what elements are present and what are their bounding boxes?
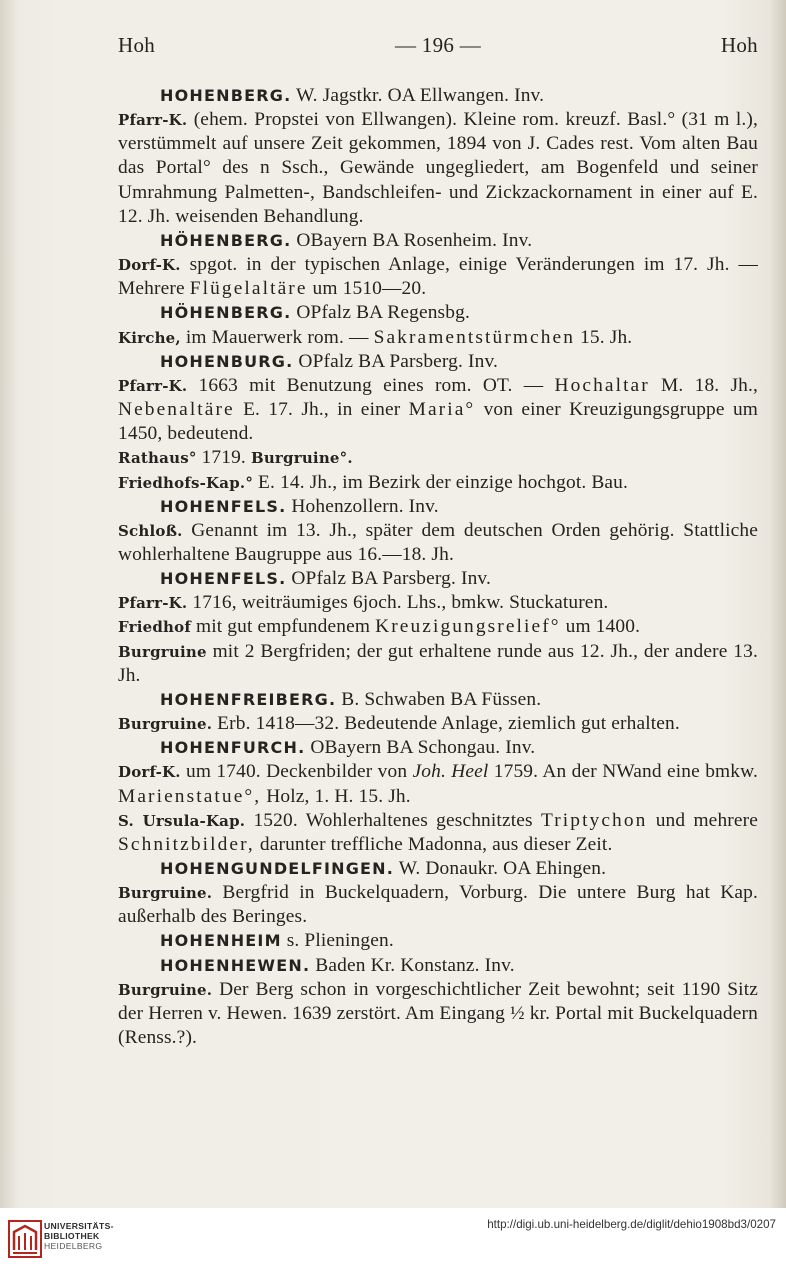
entry-paragraph: Pfarr-K. 1663 mit Benutzung eines rom. OT. — Hochaltar M. 18. Jh., Nebenaltäre E. 17. Jh., in einer Maria° von einer Kreuzigungsgruppe um 1450, bedeutend. [118,374,759,445]
entry-paragraph: Friedhofs-Kap.° E. 14. Jh., im Bezirk der einzige hochgot. Bau. [118,471,629,493]
library-name: UNIVERSITÄTS- BIBLIOTHEK HEIDELBERG [44,1221,114,1251]
entry-paragraph: Rathaus° 1719. Burgruine°. [118,447,353,469]
entry-paragraph: Friedhof mit gut empfundenem Kreuzigungsrelief° um 1400. [118,616,641,638]
entry-heading: HÖHENBERG. OPfalz BA Regensbg. [160,302,470,324]
permalink-url[interactable]: http://digi.ub.uni-heidelberg.de/diglit/dehio1908bd3/0207 [487,1218,776,1231]
entry-heading: HOHENHEWEN. Baden Kr. Konstanz. Inv. [160,954,515,976]
entry-heading: HOHENGUNDELFINGEN. W. Donaukr. OA Ehingen. [160,858,607,879]
entry-paragraph: Pfarr-K. (ehem. Propstei von Ellwangen). Kleine rom. kreuzf. Basl.° (31 m l.), verstümmelt auf unsere Zeit gekommen, 1894 von J. Cades rest. Vom alten Bau das Portal° des n Ssch., Gewände ungegliedert, am Bogenfeld und seiner Umrahmung Palmetten-, Bandschleifen- und Zickzackornament in einer auf E. 12. Jh. weisenden Behandlung. [118,109,758,227]
entry-heading: HOHENFELS. Hohenzollern. Inv. [160,495,439,517]
entry-heading: HÖHENBERG. OBayern BA Rosenheim. Inv. [160,229,533,251]
entry-paragraph: Pfarr-K. 1716, weiträumiges 6joch. Lhs., bmkw. Stuckaturen. [118,592,609,614]
entry-paragraph: Burgruine mit 2 Bergfriden; der gut erhaltene runde aus 12. Jh., der andere 13. Jh. [118,640,758,686]
entry-heading: HOHENFURCH. OBayern BA Schongau. Inv. [160,737,536,759]
entry-paragraph: S. Ursula-Kap. 1520. Wohlerhaltenes geschnitztes Triptychon und mehrere Schnitzbilder, darunter treffliche Madonna, aus dieser Zeit. [118,809,759,855]
entry-heading: HOHENFREIBERG. B. Schwaben BA Füssen. [160,688,542,710]
entry-paragraph: Dorf-K. um 1740. Deckenbilder von Joh. Heel 1759. An der NWand eine bmkw. Marienstatue°, Holz, 1. H. 15. Jh. [118,761,759,807]
entry-paragraph: Kirche, im Mauerwerk rom. — Sakramentstürmchen 15. Jh. [118,326,633,348]
header-left: Hoh [118,33,156,57]
page-content [118,28,758,1050]
entry-paragraph: Schloß. Genannt im 13. Jh., später dem deutschen Orden gehörig. Stattliche wohlerhaltene Baugruppe aus 16.—18. Jh. [118,519,758,565]
header-right: Hoh [720,33,758,57]
running-header [118,28,758,62]
viewer-footer [0,1208,786,1264]
entry-paragraph: Burgruine. Bergfrid in Buckelquadern, Vorburg. Die untere Burg hat Kap. außerhalb des Beringes. [118,882,758,928]
entry-heading: HOHENFELS. OPfalz BA Parsberg. Inv. [160,568,491,590]
entry-heading: HOHENBERG. W. Jagstkr. OA Ellwangen. Inv. [160,85,545,106]
entry-heading: HOHENHEIM s. Plieningen. [160,930,394,952]
university-library-logo-icon [8,1220,42,1258]
entry-paragraph: Burgruine. Der Berg schon in vorgeschichtlicher Zeit bewohnt; seit 1190 Sitz der Herren v. Hewen. 1639 zerstört. Am Eingang ½ kr. Portal mit Buckelquadern (Renss.?). [118,978,758,1049]
entry-paragraph: Burgruine. Erb. 1418—32. Bedeutende Anlage, ziemlich gut erhalten. [118,713,680,735]
entries-text [118,84,758,1050]
page-number: — 196 — [394,33,482,57]
entry-heading: HOHENBURG. OPfalz BA Parsberg. Inv. [160,350,499,372]
entry-paragraph: Dorf-K. spgot. in der typischen Anlage, einige Veränderungen im 17. Jh. — Mehrere Flügelaltäre um 1510—20. [118,254,759,300]
